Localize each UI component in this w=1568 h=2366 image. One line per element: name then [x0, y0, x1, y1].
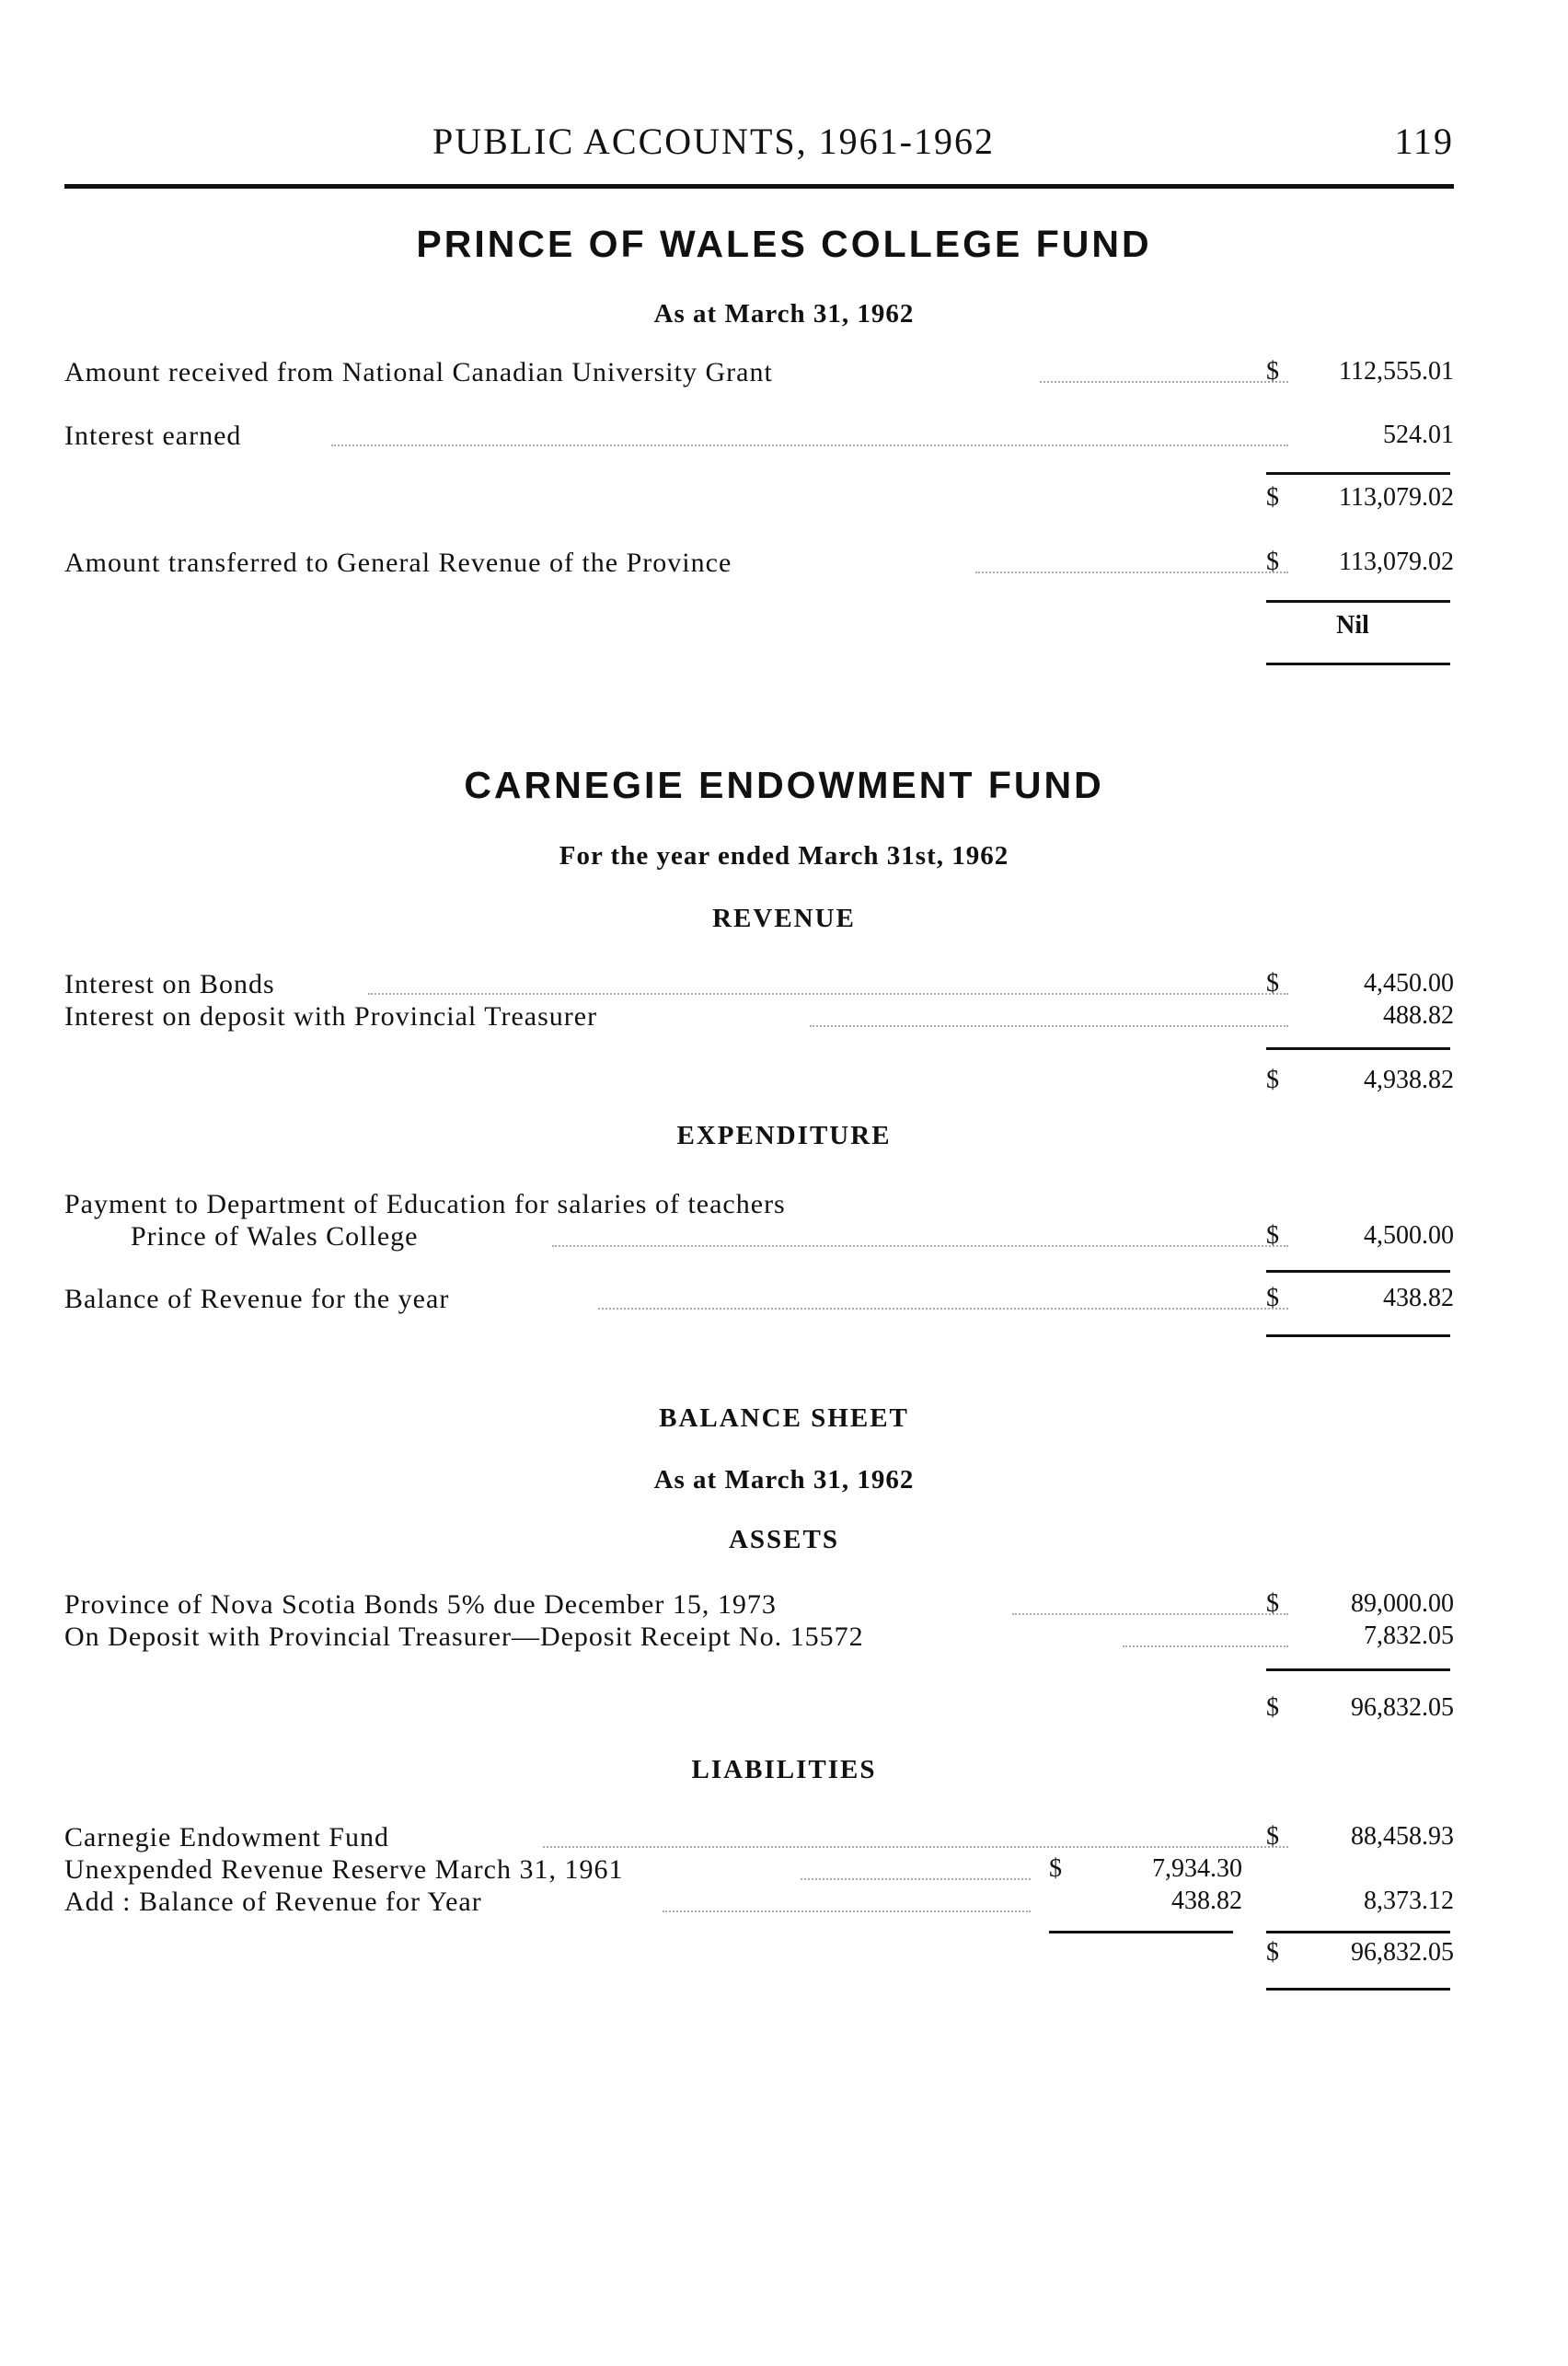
pow-row-nil [64, 611, 1454, 648]
amount: 8,373.12 [1364, 1887, 1454, 1915]
subtotal-rule [1266, 472, 1450, 475]
dollar-sign: $ [1049, 1854, 1062, 1883]
leader-dots [801, 1878, 1031, 1880]
leader-dots [552, 1245, 1288, 1247]
amount: 488.82 [1383, 1001, 1454, 1030]
assets-heading: ASSETS [728, 1525, 839, 1554]
pow-fund-title: PRINCE OF WALES COLLEGE FUND [416, 223, 1152, 265]
amount: 4,500.00 [1364, 1221, 1454, 1250]
row-label: Prince of Wales College [131, 1221, 419, 1252]
subtotal-rule [1266, 1668, 1450, 1671]
dollar-sign: $ [1266, 548, 1279, 576]
page-number: 119 [1394, 121, 1454, 162]
amount: 4,938.82 [1364, 1066, 1454, 1094]
expenditure-row-balance [64, 1284, 1454, 1321]
pow-row-total [64, 483, 1454, 520]
row-label: Interest on Bonds [64, 969, 275, 999]
leader-dots [1012, 1613, 1288, 1615]
leader-dots [1040, 381, 1288, 383]
dollar-sign: $ [1266, 1822, 1279, 1851]
dollar-sign: $ [1266, 483, 1279, 512]
liabilities-heading: LIABILITIES [691, 1755, 877, 1784]
revenue-row-deposit [64, 1001, 1454, 1038]
leader-dots [663, 1910, 1031, 1912]
page-header [64, 120, 1454, 175]
row-label: On Deposit with Provincial Treasurer—Deposit Receipt No. 15572 [64, 1622, 864, 1652]
assets-row-total [64, 1693, 1454, 1730]
row-label: Amount received from National Canadian University Grant [64, 357, 773, 387]
revenue-row-bonds [64, 969, 1454, 1006]
subtotal-rule [1266, 1931, 1450, 1933]
sub-amount: 7,934.30 [1152, 1854, 1242, 1883]
pow-row-grant [64, 357, 1454, 394]
liabilities-row-total [64, 1938, 1454, 1975]
revenue-heading: REVENUE [712, 904, 856, 933]
liabilities-row-fund [64, 1822, 1454, 1859]
dollar-sign: $ [1266, 1938, 1279, 1967]
amount: 4,450.00 [1364, 969, 1454, 998]
row-label: Interest on deposit with Provincial Treasurer [64, 1001, 598, 1032]
amount: 88,458.93 [1351, 1822, 1454, 1851]
header-rule [64, 184, 1454, 189]
expenditure-row-college [64, 1221, 1454, 1258]
sub-amount: 438.82 [1171, 1887, 1242, 1915]
leader-dots [1123, 1645, 1288, 1647]
expenditure-heading: EXPENDITURE [676, 1121, 892, 1150]
dollar-sign: $ [1266, 1221, 1279, 1250]
pow-row-interest [64, 421, 1454, 457]
dollar-sign: $ [1266, 1284, 1279, 1312]
leader-dots [368, 993, 1288, 995]
row-label: Carnegie Endowment Fund [64, 1822, 389, 1852]
carnegie-fund-subtitle: For the year ended March 31st, 1962 [559, 841, 1009, 871]
balance-sheet-subtitle: As at March 31, 1962 [653, 1465, 915, 1495]
row-label: Balance of Revenue for the year [64, 1284, 450, 1314]
amount: 112,555.01 [1339, 357, 1454, 386]
row-label: Payment to Department of Education for salaries of teachers [64, 1189, 786, 1219]
leader-dots [543, 1846, 1288, 1848]
carnegie-fund-title: CARNEGIE ENDOWMENT FUND [464, 764, 1104, 806]
amount: 113,079.02 [1339, 483, 1454, 512]
row-label: Unexpended Revenue Reserve March 31, 1961 [64, 1854, 624, 1885]
dollar-sign: $ [1266, 1589, 1279, 1618]
total-rule [1266, 1988, 1450, 1991]
amount: 438.82 [1383, 1284, 1454, 1312]
assets-row-deposit [64, 1622, 1454, 1658]
assets-row-bonds [64, 1589, 1454, 1626]
revenue-row-total [64, 1066, 1454, 1102]
row-label: Interest earned [64, 421, 242, 451]
amount: 96,832.05 [1351, 1938, 1454, 1967]
amount: 7,832.05 [1364, 1622, 1454, 1650]
leader-dots [598, 1308, 1288, 1310]
total-rule [1266, 1334, 1450, 1337]
nil-amount: Nil [1336, 611, 1369, 640]
pow-row-transfer [64, 548, 1454, 584]
dollar-sign: $ [1266, 969, 1279, 998]
subtotal-rule [1266, 1270, 1450, 1273]
liabilities-row-add [64, 1887, 1454, 1923]
row-label: Province of Nova Scotia Bonds 5% due December 15, 1973 [64, 1589, 777, 1620]
amount: 524.01 [1383, 421, 1454, 449]
balance-sheet-title: BALANCE SHEET [659, 1403, 909, 1433]
amount: 96,832.05 [1351, 1693, 1454, 1722]
pow-fund-subtitle: As at March 31, 1962 [653, 299, 915, 329]
subtotal-rule [1049, 1931, 1233, 1933]
leader-dots [975, 571, 1288, 573]
subtotal-rule [1266, 1047, 1450, 1050]
running-title: PUBLIC ACCOUNTS, 1961-1962 [432, 121, 995, 162]
amount: 89,000.00 [1351, 1589, 1454, 1618]
expenditure-row-payment [64, 1189, 1454, 1226]
dollar-sign: $ [1266, 1693, 1279, 1722]
dollar-sign: $ [1266, 357, 1279, 386]
leader-dots [810, 1025, 1288, 1027]
row-label: Amount transferred to General Revenue of the Province [64, 548, 732, 578]
liabilities-row-reserve [64, 1854, 1454, 1891]
total-rule [1266, 663, 1450, 665]
amount: 113,079.02 [1339, 548, 1454, 576]
subtotal-rule [1266, 600, 1450, 603]
row-label: Add : Balance of Revenue for Year [64, 1887, 482, 1917]
leader-dots [331, 444, 1288, 446]
dollar-sign: $ [1266, 1066, 1279, 1094]
